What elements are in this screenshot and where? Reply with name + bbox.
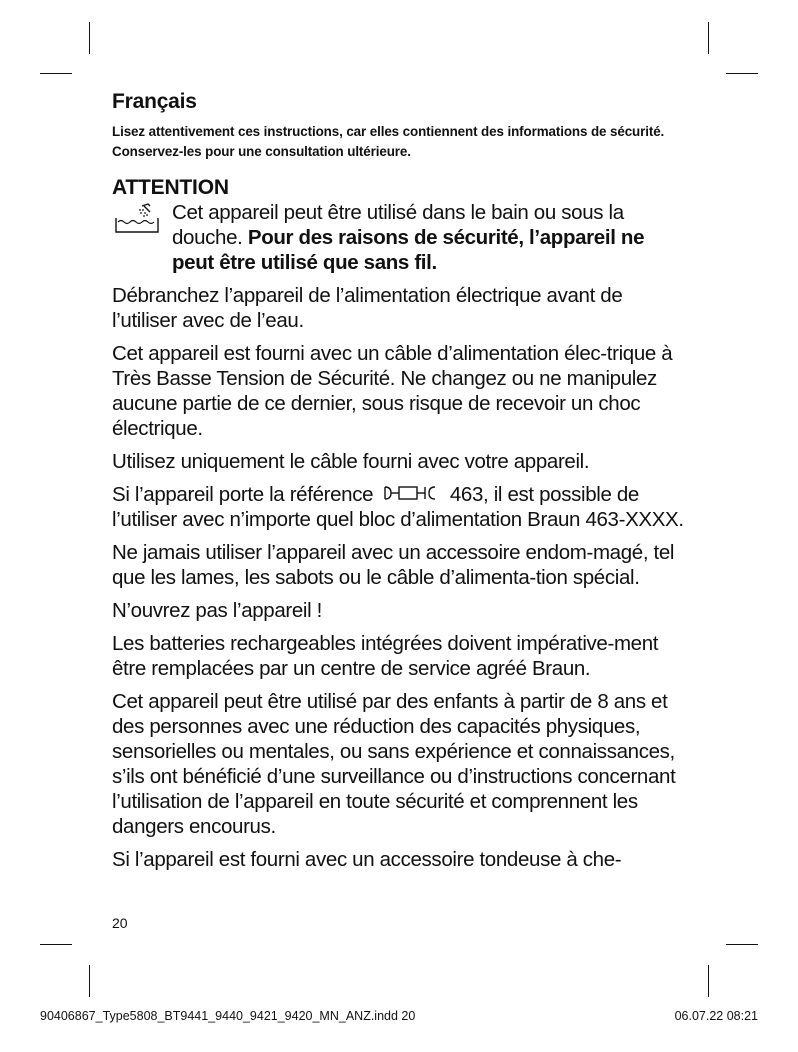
bath-shower-icon: [114, 202, 160, 236]
attention-text: [172, 200, 687, 275]
crop-mark: [708, 22, 709, 54]
paragraph-do-not-open: N’ouvrez pas l’appareil !: [112, 599, 323, 622]
crop-mark: [708, 965, 709, 997]
footer-filename: 90406867_Type5808_BT9441_9440_9421_9420_MN_ANZ.indd 20: [40, 1009, 416, 1023]
footer-datetime: 06.07.22 08:21: [674, 1009, 758, 1023]
crop-mark: [40, 73, 72, 74]
crop-mark: [89, 965, 90, 997]
paragraph-power-supply: [112, 482, 687, 532]
paragraph-damaged-accessory: Ne jamais utiliser l’appareil avec un accessoire endom-magé, tel que les lames, les sabots ou le câble d’alimenta-tion spécial.: [112, 541, 675, 589]
intro-text: Lisez attentivement ces instructions, car elles contiennent des informations de sécurité. Conservez-les pour une consultation ultérieure.: [112, 124, 665, 159]
power-supply-symbol-icon: [379, 484, 445, 502]
paragraph-children: Cet appareil peut être utilisé par des enfants à partir de 8 ans et des personnes avec une réduction des capacités physiques, sensorielles ou mentales, ou sans expérience et connaissances, s’ils ont bénéficié d’une surveillance ou d’instructions concernant l’utilisation de l’appareil en toute sécurité et comprennent les dangers encourus.: [112, 690, 676, 838]
power-supply-text-start: Si l’appareil porte la référence: [112, 483, 374, 506]
paragraph-batteries: Les batteries rechargeables intégrées doivent impérative-ment être remplacées par un centre de service agréé Braun.: [112, 632, 659, 680]
paragraph-trimmer-accessory: Si l’appareil est fourni avec un accessoire tondeuse à che-: [112, 848, 622, 871]
paragraph-cable: Cet appareil est fourni avec un câble d’alimentation élec-trique à Très Basse Tension de Sécurité. Ne changez ou ne manipulez aucune partie de ce dernier, sous risque de recevoir un choc électrique.: [112, 342, 673, 440]
crop-mark: [40, 944, 72, 945]
manual-page-content: [112, 88, 687, 872]
page-number: 20: [112, 915, 128, 931]
crop-mark: [89, 22, 90, 54]
crop-mark: [726, 944, 758, 945]
crop-mark: [726, 73, 758, 74]
power-supply-text-end: 463, il est possible de l’utiliser avec n’importe quel bloc d’alimentation Braun 463-XXXX.: [112, 483, 684, 531]
attention-block: [112, 200, 687, 275]
attention-heading: ATTENTION: [112, 176, 229, 199]
attention-text-plain: Cet appareil peut être utilisé dans le bain ou sous la douche.: [172, 201, 624, 249]
attention-text-bold: Pour des raisons de sécurité, l’appareil ne peut être utilisé que sans fil.: [172, 226, 645, 274]
paragraph-use-supplied-cable: Utilisez uniquement le câble fourni avec votre appareil.: [112, 450, 590, 473]
paragraph-unplug: Débranchez l’appareil de l’alimentation électrique avant de l’utiliser avec de l’eau.: [112, 284, 623, 332]
language-heading: Français: [112, 90, 197, 113]
